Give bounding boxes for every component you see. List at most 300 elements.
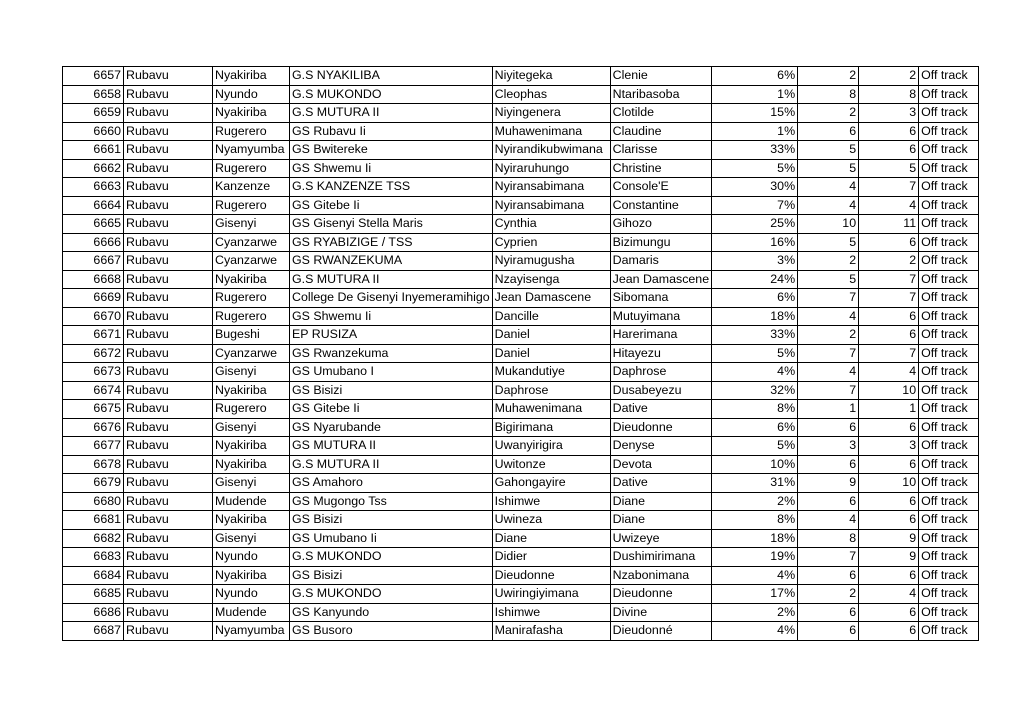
percent-cell: 31% <box>712 474 798 493</box>
table-row <box>63 603 979 622</box>
school-cell: GS MUTURA II <box>290 437 493 456</box>
percent-cell: 8% <box>712 400 798 419</box>
count-b-cell: 6 <box>859 307 919 326</box>
last-name-cell: Uwiringiyimana <box>492 585 610 604</box>
percent-cell: 5% <box>712 437 798 456</box>
district-cell: Rubavu <box>124 307 213 326</box>
sector-cell: Nyundo <box>213 548 290 567</box>
last-name-cell: Daniel <box>492 326 610 345</box>
status-cell: Off track <box>919 307 979 326</box>
sector-cell: Cyanzarwe <box>213 252 290 271</box>
school-cell: G.S MUTURA II <box>290 455 493 474</box>
sector-cell: Gisenyi <box>213 418 290 437</box>
sector-cell: Nyakiriba <box>213 566 290 585</box>
count-b-cell: 2 <box>859 252 919 271</box>
count-b-cell: 3 <box>859 104 919 123</box>
last-name-cell: Nyiransabimana <box>492 178 610 197</box>
school-cell: GS RYABIZIGE / TSS <box>290 233 493 252</box>
first-name-cell: Jean Damascene <box>610 270 711 289</box>
sector-cell: Rugerero <box>213 122 290 141</box>
row-id-cell: 6686 <box>63 603 124 622</box>
school-cell: EP RUSIZA <box>290 326 493 345</box>
table-row <box>63 326 979 345</box>
row-id-cell: 6677 <box>63 437 124 456</box>
sector-cell: Nyakiriba <box>213 381 290 400</box>
count-a-cell: 4 <box>798 307 859 326</box>
first-name-cell: Nzabonimana <box>610 566 711 585</box>
table-row <box>63 529 979 548</box>
district-cell: Rubavu <box>124 418 213 437</box>
count-b-cell: 6 <box>859 492 919 511</box>
school-cell: GS Gitebe Ii <box>290 400 493 419</box>
school-cell: G.S KANZENZE TSS <box>290 178 493 197</box>
row-id-cell: 6684 <box>63 566 124 585</box>
last-name-cell: Cyprien <box>492 233 610 252</box>
table-row <box>63 437 979 456</box>
table-row <box>63 585 979 604</box>
last-name-cell: Cleophas <box>492 85 610 104</box>
percent-cell: 15% <box>712 104 798 123</box>
first-name-cell: Daphrose <box>610 363 711 382</box>
row-id-cell: 6667 <box>63 252 124 271</box>
row-id-cell: 6674 <box>63 381 124 400</box>
sector-cell: Nyakiriba <box>213 104 290 123</box>
school-cell: GS Umubano I <box>290 363 493 382</box>
row-id-cell: 6660 <box>63 122 124 141</box>
row-id-cell: 6666 <box>63 233 124 252</box>
row-id-cell: 6679 <box>63 474 124 493</box>
last-name-cell: Niyingenera <box>492 104 610 123</box>
last-name-cell: Daniel <box>492 344 610 363</box>
status-cell: Off track <box>919 215 979 234</box>
table-row <box>63 233 979 252</box>
count-b-cell: 6 <box>859 622 919 641</box>
table-row <box>63 122 979 141</box>
percent-cell: 2% <box>712 492 798 511</box>
status-cell: Off track <box>919 529 979 548</box>
school-cell: GS Mugongo Tss <box>290 492 493 511</box>
count-b-cell: 6 <box>859 122 919 141</box>
sector-cell: Cyanzarwe <box>213 233 290 252</box>
last-name-cell: Ishimwe <box>492 492 610 511</box>
last-name-cell: Gahongayire <box>492 474 610 493</box>
status-cell: Off track <box>919 418 979 437</box>
percent-cell: 16% <box>712 233 798 252</box>
count-a-cell: 5 <box>798 270 859 289</box>
last-name-cell: Didier <box>492 548 610 567</box>
count-b-cell: 11 <box>859 215 919 234</box>
row-id-cell: 6672 <box>63 344 124 363</box>
status-cell: Off track <box>919 122 979 141</box>
last-name-cell: Jean Damascene <box>492 289 610 308</box>
first-name-cell: Hitayezu <box>610 344 711 363</box>
count-b-cell: 7 <box>859 344 919 363</box>
school-cell: G.S MUTURA II <box>290 104 493 123</box>
table-row <box>63 548 979 567</box>
count-b-cell: 2 <box>859 67 919 86</box>
count-a-cell: 4 <box>798 196 859 215</box>
row-id-cell: 6657 <box>63 67 124 86</box>
last-name-cell: Uwineza <box>492 511 610 530</box>
school-cell: College De Gisenyi Inyemeramihigo <box>290 289 493 308</box>
district-cell: Rubavu <box>124 603 213 622</box>
row-id-cell: 6664 <box>63 196 124 215</box>
status-cell: Off track <box>919 363 979 382</box>
status-cell: Off track <box>919 492 979 511</box>
school-cell: GS Gisenyi Stella Maris <box>290 215 493 234</box>
table-row <box>63 511 979 530</box>
table-row <box>63 492 979 511</box>
school-cell: GS Bwitereke <box>290 141 493 160</box>
percent-cell: 5% <box>712 344 798 363</box>
row-id-cell: 6683 <box>63 548 124 567</box>
status-cell: Off track <box>919 159 979 178</box>
first-name-cell: Constantine <box>610 196 711 215</box>
district-cell: Rubavu <box>124 585 213 604</box>
school-cell: G.S MUKONDO <box>290 585 493 604</box>
district-cell: Rubavu <box>124 326 213 345</box>
school-cell: GS Gitebe Ii <box>290 196 493 215</box>
percent-cell: 5% <box>712 159 798 178</box>
last-name-cell: Uwanyirigira <box>492 437 610 456</box>
school-cell: G.S MUTURA II <box>290 270 493 289</box>
count-a-cell: 2 <box>798 67 859 86</box>
school-cell: GS Rubavu Ii <box>290 122 493 141</box>
district-cell: Rubavu <box>124 104 213 123</box>
status-cell: Off track <box>919 437 979 456</box>
count-b-cell: 10 <box>859 474 919 493</box>
data-table <box>62 66 979 641</box>
first-name-cell: Console'E <box>610 178 711 197</box>
first-name-cell: Damaris <box>610 252 711 271</box>
district-cell: Rubavu <box>124 233 213 252</box>
district-cell: Rubavu <box>124 344 213 363</box>
row-id-cell: 6676 <box>63 418 124 437</box>
district-cell: Rubavu <box>124 474 213 493</box>
count-b-cell: 9 <box>859 529 919 548</box>
row-id-cell: 6659 <box>63 104 124 123</box>
table-row <box>63 252 979 271</box>
district-cell: Rubavu <box>124 196 213 215</box>
sector-cell: Nyakiriba <box>213 455 290 474</box>
count-a-cell: 8 <box>798 529 859 548</box>
count-b-cell: 6 <box>859 566 919 585</box>
sector-cell: Rugerero <box>213 196 290 215</box>
count-b-cell: 10 <box>859 381 919 400</box>
first-name-cell: Sibomana <box>610 289 711 308</box>
district-cell: Rubavu <box>124 252 213 271</box>
count-a-cell: 1 <box>798 400 859 419</box>
first-name-cell: Dieudonne <box>610 585 711 604</box>
sector-cell: Nyakiriba <box>213 67 290 86</box>
percent-cell: 1% <box>712 85 798 104</box>
district-cell: Rubavu <box>124 159 213 178</box>
row-id-cell: 6669 <box>63 289 124 308</box>
district-cell: Rubavu <box>124 289 213 308</box>
table-row <box>63 67 979 86</box>
district-cell: Rubavu <box>124 622 213 641</box>
row-id-cell: 6678 <box>63 455 124 474</box>
school-cell: GS Shwemu Ii <box>290 159 493 178</box>
table-row <box>63 381 979 400</box>
table-row <box>63 474 979 493</box>
first-name-cell: Ntaribasoba <box>610 85 711 104</box>
row-id-cell: 6673 <box>63 363 124 382</box>
district-cell: Rubavu <box>124 67 213 86</box>
first-name-cell: Divine <box>610 603 711 622</box>
row-id-cell: 6682 <box>63 529 124 548</box>
count-b-cell: 6 <box>859 511 919 530</box>
last-name-cell: Muhawenimana <box>492 400 610 419</box>
count-b-cell: 7 <box>859 178 919 197</box>
count-a-cell: 2 <box>798 252 859 271</box>
count-b-cell: 7 <box>859 289 919 308</box>
sector-cell: Cyanzarwe <box>213 344 290 363</box>
status-cell: Off track <box>919 566 979 585</box>
count-a-cell: 4 <box>798 178 859 197</box>
district-cell: Rubavu <box>124 141 213 160</box>
count-b-cell: 1 <box>859 400 919 419</box>
status-cell: Off track <box>919 622 979 641</box>
count-b-cell: 9 <box>859 548 919 567</box>
school-cell: GS Bisizi <box>290 566 493 585</box>
district-cell: Rubavu <box>124 215 213 234</box>
percent-cell: 33% <box>712 326 798 345</box>
first-name-cell: Denyse <box>610 437 711 456</box>
table-row <box>63 622 979 641</box>
district-cell: Rubavu <box>124 270 213 289</box>
last-name-cell: Diane <box>492 529 610 548</box>
status-cell: Off track <box>919 603 979 622</box>
count-b-cell: 6 <box>859 418 919 437</box>
last-name-cell: Dieudonne <box>492 566 610 585</box>
last-name-cell: Cynthia <box>492 215 610 234</box>
first-name-cell: Devota <box>610 455 711 474</box>
table-row <box>63 344 979 363</box>
status-cell: Off track <box>919 381 979 400</box>
percent-cell: 6% <box>712 67 798 86</box>
percent-cell: 2% <box>712 603 798 622</box>
district-cell: Rubavu <box>124 178 213 197</box>
count-a-cell: 2 <box>798 585 859 604</box>
count-a-cell: 6 <box>798 418 859 437</box>
school-cell: GS Umubano Ii <box>290 529 493 548</box>
row-id-cell: 6661 <box>63 141 124 160</box>
count-a-cell: 9 <box>798 474 859 493</box>
count-b-cell: 4 <box>859 363 919 382</box>
table-row <box>63 270 979 289</box>
sector-cell: Nyakiriba <box>213 511 290 530</box>
count-a-cell: 7 <box>798 381 859 400</box>
school-cell: GS RWANZEKUMA <box>290 252 493 271</box>
row-id-cell: 6681 <box>63 511 124 530</box>
count-b-cell: 6 <box>859 455 919 474</box>
count-a-cell: 7 <box>798 344 859 363</box>
district-cell: Rubavu <box>124 400 213 419</box>
count-a-cell: 6 <box>798 122 859 141</box>
district-cell: Rubavu <box>124 548 213 567</box>
district-cell: Rubavu <box>124 529 213 548</box>
table-row <box>63 159 979 178</box>
district-cell: Rubavu <box>124 492 213 511</box>
sector-cell: Gisenyi <box>213 363 290 382</box>
sector-cell: Nyamyumba <box>213 141 290 160</box>
school-cell: GS Bisizi <box>290 381 493 400</box>
table-row <box>63 178 979 197</box>
last-name-cell: Dancille <box>492 307 610 326</box>
table-row <box>63 196 979 215</box>
row-id-cell: 6675 <box>63 400 124 419</box>
percent-cell: 8% <box>712 511 798 530</box>
count-a-cell: 4 <box>798 363 859 382</box>
first-name-cell: Dative <box>610 474 711 493</box>
count-a-cell: 3 <box>798 437 859 456</box>
sector-cell: Mudende <box>213 492 290 511</box>
last-name-cell: Nyiransabimana <box>492 196 610 215</box>
count-b-cell: 3 <box>859 437 919 456</box>
percent-cell: 17% <box>712 585 798 604</box>
table-row <box>63 307 979 326</box>
first-name-cell: Diane <box>610 511 711 530</box>
percent-cell: 4% <box>712 363 798 382</box>
table-row <box>63 289 979 308</box>
last-name-cell: Nyiramugusha <box>492 252 610 271</box>
district-cell: Rubavu <box>124 511 213 530</box>
last-name-cell: Mukandutiye <box>492 363 610 382</box>
school-cell: GS Nyarubande <box>290 418 493 437</box>
table-body <box>63 67 979 641</box>
first-name-cell: Gihozo <box>610 215 711 234</box>
status-cell: Off track <box>919 511 979 530</box>
table-row <box>63 455 979 474</box>
count-a-cell: 8 <box>798 85 859 104</box>
last-name-cell: Niyitegeka <box>492 67 610 86</box>
count-a-cell: 7 <box>798 548 859 567</box>
row-id-cell: 6663 <box>63 178 124 197</box>
first-name-cell: Diane <box>610 492 711 511</box>
sector-cell: Rugerero <box>213 400 290 419</box>
percent-cell: 4% <box>712 566 798 585</box>
district-cell: Rubavu <box>124 381 213 400</box>
last-name-cell: Muhawenimana <box>492 122 610 141</box>
first-name-cell: Clotilde <box>610 104 711 123</box>
status-cell: Off track <box>919 344 979 363</box>
percent-cell: 7% <box>712 196 798 215</box>
status-cell: Off track <box>919 67 979 86</box>
first-name-cell: Dusabeyezu <box>610 381 711 400</box>
first-name-cell: Dative <box>610 400 711 419</box>
school-cell: GS Rwanzekuma <box>290 344 493 363</box>
status-cell: Off track <box>919 455 979 474</box>
first-name-cell: Clenie <box>610 67 711 86</box>
count-a-cell: 6 <box>798 492 859 511</box>
school-cell: G.S MUKONDO <box>290 85 493 104</box>
sector-cell: Rugerero <box>213 307 290 326</box>
percent-cell: 4% <box>712 622 798 641</box>
table-row <box>63 141 979 160</box>
sector-cell: Nyundo <box>213 85 290 104</box>
first-name-cell: Dushimirimana <box>610 548 711 567</box>
count-a-cell: 5 <box>798 233 859 252</box>
status-cell: Off track <box>919 548 979 567</box>
first-name-cell: Dieudonné <box>610 622 711 641</box>
school-cell: GS Amahoro <box>290 474 493 493</box>
district-cell: Rubavu <box>124 122 213 141</box>
status-cell: Off track <box>919 474 979 493</box>
sector-cell: Gisenyi <box>213 215 290 234</box>
count-a-cell: 6 <box>798 455 859 474</box>
table-row <box>63 400 979 419</box>
status-cell: Off track <box>919 270 979 289</box>
count-b-cell: 6 <box>859 326 919 345</box>
first-name-cell: Claudine <box>610 122 711 141</box>
status-cell: Off track <box>919 585 979 604</box>
sector-cell: Nyundo <box>213 585 290 604</box>
school-cell: G.S NYAKILIBA <box>290 67 493 86</box>
count-a-cell: 5 <box>798 159 859 178</box>
count-b-cell: 7 <box>859 270 919 289</box>
count-a-cell: 4 <box>798 511 859 530</box>
table-row <box>63 215 979 234</box>
count-a-cell: 6 <box>798 622 859 641</box>
school-cell: GS Busoro <box>290 622 493 641</box>
first-name-cell: Christine <box>610 159 711 178</box>
sector-cell: Rugerero <box>213 159 290 178</box>
percent-cell: 24% <box>712 270 798 289</box>
percent-cell: 6% <box>712 418 798 437</box>
school-cell: G.S MUKONDO <box>290 548 493 567</box>
status-cell: Off track <box>919 178 979 197</box>
school-cell: GS Kanyundo <box>290 603 493 622</box>
school-cell: GS Bisizi <box>290 511 493 530</box>
status-cell: Off track <box>919 233 979 252</box>
first-name-cell: Clarisse <box>610 141 711 160</box>
first-name-cell: Uwizeye <box>610 529 711 548</box>
percent-cell: 6% <box>712 289 798 308</box>
percent-cell: 10% <box>712 455 798 474</box>
count-a-cell: 10 <box>798 215 859 234</box>
row-id-cell: 6665 <box>63 215 124 234</box>
sector-cell: Gisenyi <box>213 474 290 493</box>
district-cell: Rubavu <box>124 455 213 474</box>
table-row <box>63 566 979 585</box>
district-cell: Rubavu <box>124 566 213 585</box>
last-name-cell: Nyiraruhungo <box>492 159 610 178</box>
row-id-cell: 6668 <box>63 270 124 289</box>
count-a-cell: 7 <box>798 289 859 308</box>
percent-cell: 18% <box>712 307 798 326</box>
status-cell: Off track <box>919 289 979 308</box>
district-cell: Rubavu <box>124 85 213 104</box>
count-a-cell: 5 <box>798 141 859 160</box>
last-name-cell: Uwitonze <box>492 455 610 474</box>
school-cell: GS Shwemu Ii <box>290 307 493 326</box>
count-b-cell: 4 <box>859 196 919 215</box>
count-b-cell: 5 <box>859 159 919 178</box>
row-id-cell: 6658 <box>63 85 124 104</box>
first-name-cell: Dieudonne <box>610 418 711 437</box>
count-b-cell: 4 <box>859 585 919 604</box>
table-row <box>63 85 979 104</box>
row-id-cell: 6685 <box>63 585 124 604</box>
status-cell: Off track <box>919 400 979 419</box>
percent-cell: 1% <box>712 122 798 141</box>
sector-cell: Gisenyi <box>213 529 290 548</box>
sector-cell: Nyakiriba <box>213 437 290 456</box>
percent-cell: 3% <box>712 252 798 271</box>
count-b-cell: 8 <box>859 85 919 104</box>
row-id-cell: 6662 <box>63 159 124 178</box>
